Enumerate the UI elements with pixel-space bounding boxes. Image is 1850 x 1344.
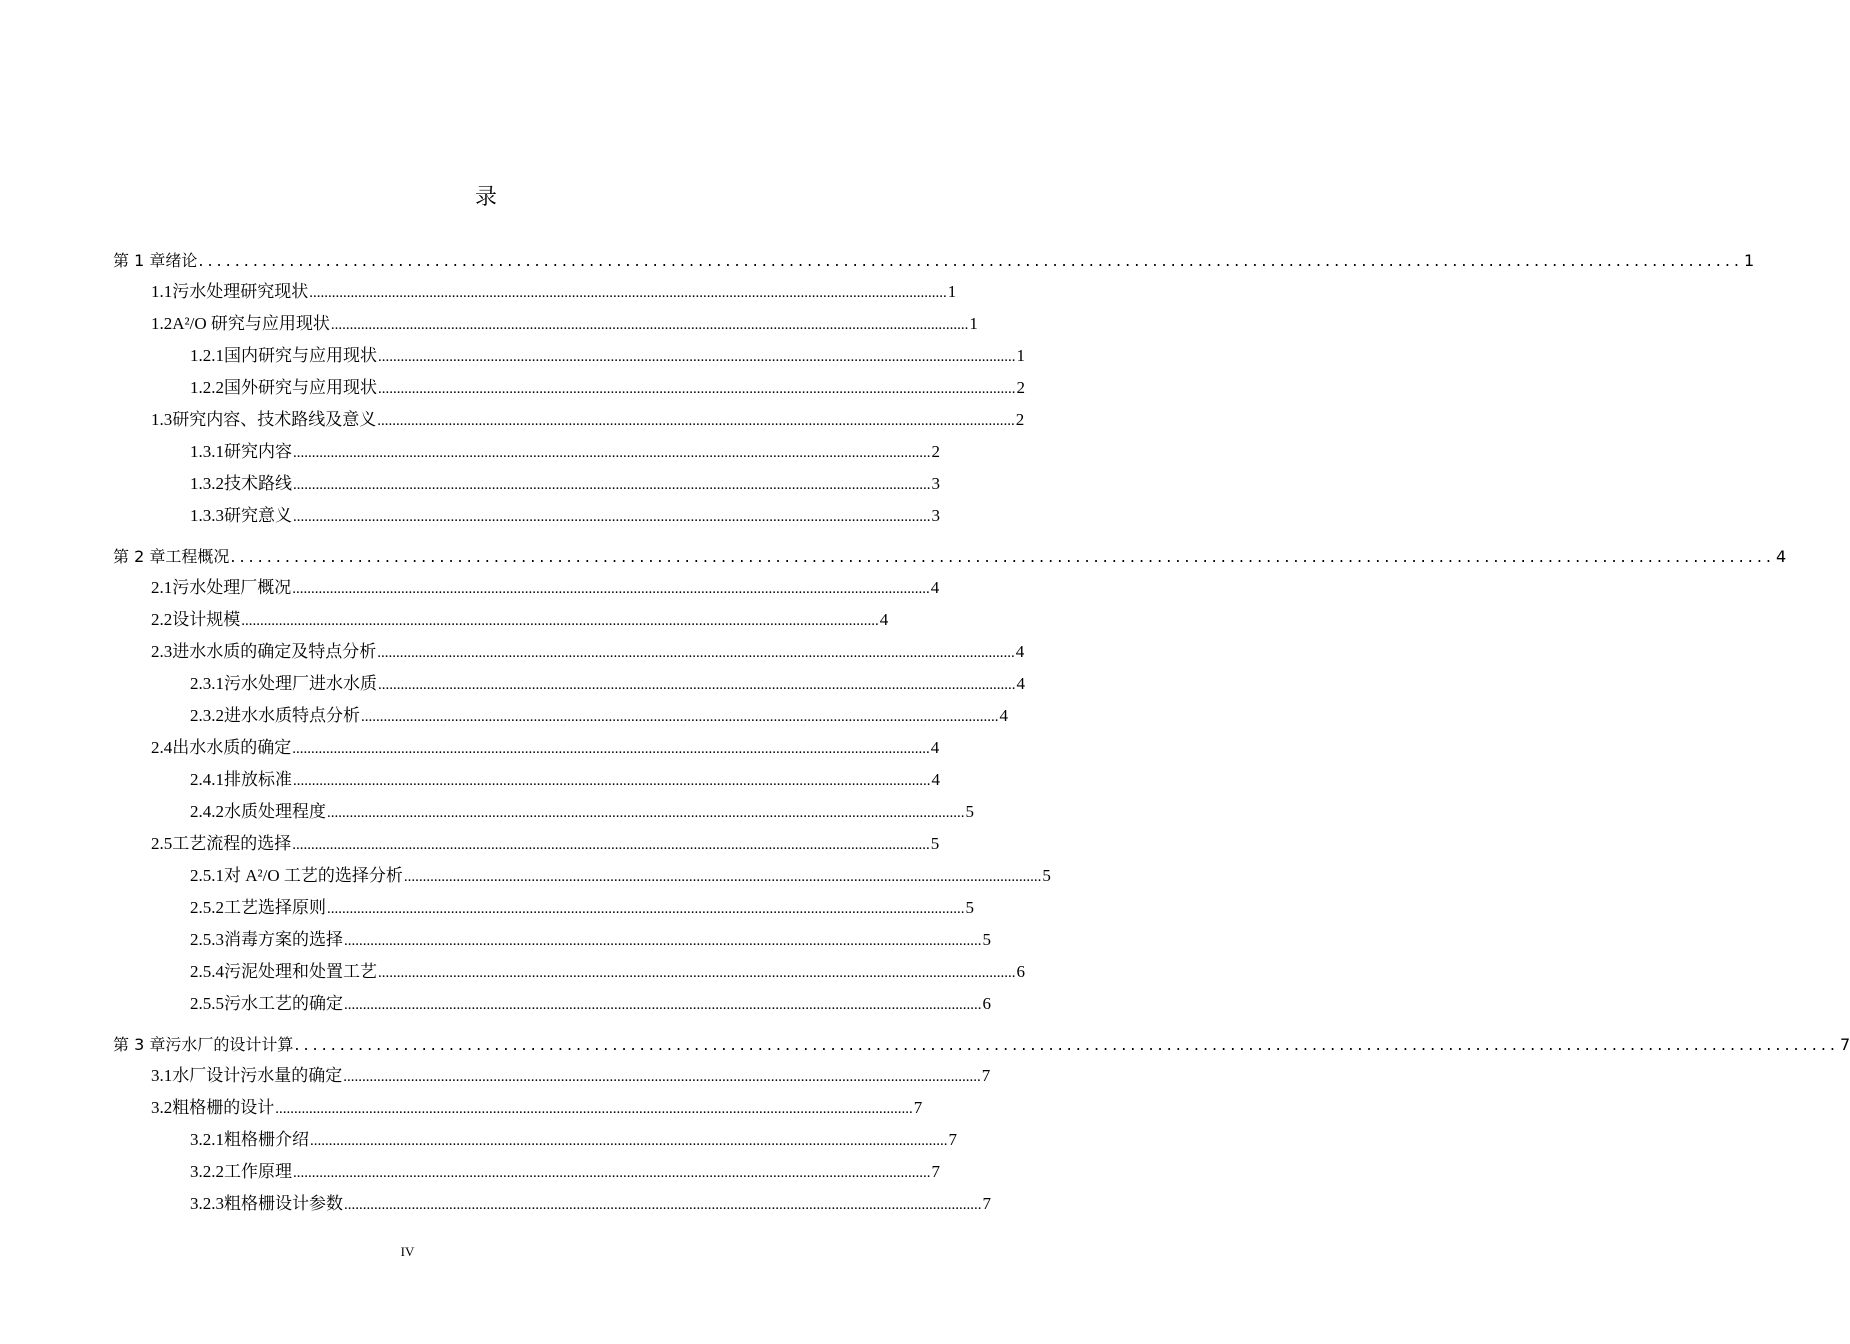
- toc-leader-dots: ..........................................................................................................................................................................: [309, 285, 947, 301]
- toc-entry-title: 工艺流程的选择: [172, 834, 292, 853]
- toc-leader-dots: ..........................................................................................................................................................................: [293, 509, 931, 525]
- toc-entry[interactable]: [113, 500, 940, 532]
- toc-entry-title: 粗格栅设计参数: [224, 1194, 343, 1213]
- toc-entry-title: 研究内容: [224, 442, 292, 461]
- toc-entry-page: 4: [930, 578, 940, 597]
- toc-entry-page: 7: [948, 1130, 957, 1149]
- toc-leader-dots: ..........................................................................................................................................................................: [293, 477, 931, 493]
- toc-entry[interactable]: [113, 468, 940, 500]
- toc-entry-title: 污水厂的设计计算: [165, 1035, 294, 1054]
- toc-entry[interactable]: [113, 796, 974, 828]
- toc-entry-page: 7: [913, 1098, 923, 1117]
- toc-entry[interactable]: [113, 1156, 940, 1188]
- page-number: IV: [400, 1244, 415, 1259]
- toc-entry-title: 污水处理研究现状: [172, 282, 309, 301]
- toc-entry-page: 5: [965, 898, 974, 917]
- toc-entry-number: 2.2: [151, 610, 173, 629]
- toc-entry-title: 国内研究与应用现状: [224, 346, 377, 365]
- toc-leader-dots: ..........................................................................................................................................................................: [403, 869, 1042, 885]
- toc-entry-page: 5: [1042, 866, 1051, 885]
- toc-entry[interactable]: [113, 1124, 957, 1156]
- toc-entry[interactable]: [113, 340, 1025, 372]
- toc-entry-title: 研究内容、技术路线及意义: [172, 410, 377, 429]
- toc-entry-number: 1.3.1: [190, 442, 224, 461]
- toc-entry-page: 4: [1016, 674, 1025, 693]
- toc-entry-number: 2.4.2: [190, 802, 224, 821]
- toc-leader-dots: ..........................................................................................................................................................................: [330, 317, 969, 333]
- toc-entry-number: 2.4.1: [190, 770, 224, 789]
- toc-entry[interactable]: [113, 700, 1008, 732]
- toc-entry[interactable]: [113, 372, 1025, 404]
- toc-entry-number: 3.2: [151, 1098, 173, 1117]
- toc-leader-dots: ..........................................................................................................................................................................: [378, 965, 1016, 981]
- toc-entry-number: 1.3.3: [190, 506, 224, 525]
- toc-entry-page: 4: [1015, 642, 1025, 661]
- toc-leader-dots: ..........................................................................................................................................................................: [198, 251, 1743, 270]
- toc-leader-dots: ..........................................................................................................................................................................: [378, 677, 1016, 693]
- toc-entry-number: 2.5.3: [190, 930, 224, 949]
- toc-entry-title: 水质处理程度: [224, 802, 326, 821]
- toc-entry-title: 污泥处理和处置工艺: [224, 962, 377, 981]
- toc-entry-page: 5: [965, 802, 974, 821]
- toc-entry-number: 1.1: [151, 282, 173, 301]
- toc-entry-page: 4: [931, 770, 940, 789]
- toc-entry-title: 污水处理厂概况: [172, 578, 292, 597]
- toc-entry[interactable]: [113, 542, 1787, 572]
- toc-entry-number: 2.4: [151, 738, 173, 757]
- toc-entry[interactable]: [113, 1092, 923, 1124]
- toc-entry[interactable]: [113, 732, 940, 764]
- toc-entry-title: 工程概况: [165, 547, 230, 566]
- toc-entry-title: 排放标准: [224, 770, 292, 789]
- toc-entry-page: 5: [982, 930, 991, 949]
- toc-entry[interactable]: [113, 988, 991, 1020]
- toc-entry-page: 7: [1839, 1035, 1850, 1054]
- toc-entry-title: 技术路线: [224, 474, 292, 493]
- toc-entry-title: 研究意义: [224, 506, 292, 525]
- toc-entry-page: 1: [947, 282, 957, 301]
- toc-entry-title: 工作原理: [224, 1162, 292, 1181]
- toc-entry-number: 1.3: [151, 410, 173, 429]
- toc-entry[interactable]: [113, 924, 991, 956]
- toc-entry-number: 2.1: [151, 578, 173, 597]
- table-of-contents: [113, 246, 1850, 1220]
- toc-leader-dots: ..........................................................................................................................................................................: [292, 837, 930, 853]
- toc-entry-number: 3.2.3: [190, 1194, 224, 1213]
- toc-entry[interactable]: [113, 308, 978, 340]
- toc-entry-page: 2: [1015, 410, 1025, 429]
- toc-entry-title: 绪论: [165, 251, 198, 270]
- toc-leader-dots: ..........................................................................................................................................................................: [344, 1197, 982, 1213]
- toc-entry-number: 2.3: [151, 642, 173, 661]
- toc-entry-title: 进水水质特点分析: [224, 706, 360, 725]
- toc-entry-page: 4: [1775, 547, 1787, 566]
- toc-entry-title: 进水水质的确定及特点分析: [172, 642, 377, 661]
- toc-leader-dots: ..........................................................................................................................................................................: [293, 1165, 931, 1181]
- toc-leader-dots: ..........................................................................................................................................................................: [230, 547, 1775, 566]
- toc-entry-page: 4: [999, 706, 1008, 725]
- toc-entry-page: 1: [969, 314, 978, 333]
- toc-entry[interactable]: [113, 828, 940, 860]
- toc-entry-number: 2.5: [151, 834, 173, 853]
- toc-entry-number: 2.5.5: [190, 994, 224, 1013]
- toc-entry-page: 7: [982, 1194, 991, 1213]
- toc-entry-title: 消毒方案的选择: [224, 930, 343, 949]
- toc-entry-title: 污水工艺的确定: [224, 994, 343, 1013]
- toc-entry-page: 6: [1016, 962, 1025, 981]
- toc-entry-number: 3.2.2: [190, 1162, 224, 1181]
- toc-entry-number: 1.2: [151, 314, 173, 333]
- toc-entry-title: 污水处理厂进水水质: [224, 674, 377, 693]
- toc-entry[interactable]: [113, 892, 974, 924]
- toc-leader-dots: ..........................................................................................................................................................................: [241, 613, 879, 629]
- toc-leader-dots: ..........................................................................................................................................................................: [343, 1069, 981, 1085]
- toc-entry[interactable]: [113, 404, 1025, 436]
- toc-entry-page: 7: [931, 1162, 940, 1181]
- toc-entry-title: 对 A²/O 工艺的选择分析: [224, 866, 403, 885]
- toc-leader-dots: ..........................................................................................................................................................................: [377, 413, 1015, 429]
- toc-entry-page: 5: [930, 834, 940, 853]
- toc-entry-title: 出水水质的确定: [172, 738, 292, 757]
- toc-entry-number: 第 3 章: [113, 1035, 166, 1054]
- toc-leader-dots: ..........................................................................................................................................................................: [378, 349, 1016, 365]
- page-title: 录: [474, 185, 497, 210]
- toc-entry[interactable]: [113, 276, 957, 308]
- toc-entry-number: 2.5.2: [190, 898, 224, 917]
- toc-leader-dots: ..........................................................................................................................................................................: [310, 1133, 948, 1149]
- toc-entry-page: 1: [1016, 346, 1025, 365]
- toc-entry-title: 水厂设计污水量的确定: [172, 1066, 343, 1085]
- toc-entry-number: 2.3.1: [190, 674, 224, 693]
- toc-leader-dots: ..........................................................................................................................................................................: [294, 1035, 1839, 1054]
- toc-leader-dots: ..........................................................................................................................................................................: [344, 933, 982, 949]
- toc-leader-dots: ..........................................................................................................................................................................: [292, 741, 930, 757]
- toc-entry[interactable]: [113, 1060, 991, 1092]
- toc-entry-page: 7: [981, 1066, 991, 1085]
- toc-leader-dots: ..........................................................................................................................................................................: [292, 581, 930, 597]
- toc-entry[interactable]: [113, 636, 1025, 668]
- toc-leader-dots: ..........................................................................................................................................................................: [327, 805, 965, 821]
- toc-entry-number: 1.2.1: [190, 346, 224, 365]
- toc-entry-number: 2.5.1: [190, 866, 224, 885]
- toc-entry-page: 4: [879, 610, 889, 629]
- toc-leader-dots: ..........................................................................................................................................................................: [378, 381, 1016, 397]
- toc-entry-page: 3: [931, 506, 940, 525]
- toc-entry-number: 2.3.2: [190, 706, 224, 725]
- toc-leader-dots: ..........................................................................................................................................................................: [275, 1101, 913, 1117]
- toc-entry-number: 2.5.4: [190, 962, 224, 981]
- toc-entry-page: 6: [982, 994, 991, 1013]
- toc-entry[interactable]: [113, 668, 1025, 700]
- toc-entry-title: 国外研究与应用现状: [224, 378, 377, 397]
- toc-entry[interactable]: [113, 1030, 1850, 1060]
- toc-entry[interactable]: [113, 956, 1025, 988]
- toc-entry-number: 第 1 章: [113, 251, 166, 270]
- toc-entry-number: 1.3.2: [190, 474, 224, 493]
- toc-entry[interactable]: [113, 764, 940, 796]
- toc-entry-title: 工艺选择原则: [224, 898, 326, 917]
- toc-entry[interactable]: [113, 860, 1051, 892]
- toc-entry[interactable]: [113, 246, 1755, 276]
- toc-entry[interactable]: [113, 572, 940, 604]
- toc-leader-dots: ..........................................................................................................................................................................: [361, 709, 999, 725]
- toc-entry[interactable]: [113, 436, 940, 468]
- toc-entry-page: 1: [1743, 251, 1755, 270]
- toc-entry-number: 第 2 章: [113, 547, 166, 566]
- toc-entry-title: A²/O 研究与应用现状: [172, 314, 330, 333]
- toc-entry-number: 3.1: [151, 1066, 173, 1085]
- toc-leader-dots: ..........................................................................................................................................................................: [293, 445, 931, 461]
- toc-entry-title: 粗格栅介绍: [224, 1130, 309, 1149]
- toc-entry-title: 设计规模: [172, 610, 241, 629]
- toc-leader-dots: ..........................................................................................................................................................................: [327, 901, 965, 917]
- toc-leader-dots: ..........................................................................................................................................................................: [377, 645, 1015, 661]
- toc-entry-number: 3.2.1: [190, 1130, 224, 1149]
- toc-leader-dots: ..........................................................................................................................................................................: [344, 997, 982, 1013]
- toc-entry[interactable]: [113, 1188, 991, 1220]
- toc-leader-dots: ..........................................................................................................................................................................: [293, 773, 931, 789]
- toc-entry[interactable]: [113, 604, 889, 636]
- toc-entry-page: 4: [930, 738, 940, 757]
- toc-entry-page: 2: [1016, 378, 1025, 397]
- toc-entry-number: 1.2.2: [190, 378, 224, 397]
- toc-entry-page: 2: [931, 442, 940, 461]
- toc-entry-page: 3: [931, 474, 940, 493]
- toc-entry-title: 粗格栅的设计: [172, 1098, 275, 1117]
